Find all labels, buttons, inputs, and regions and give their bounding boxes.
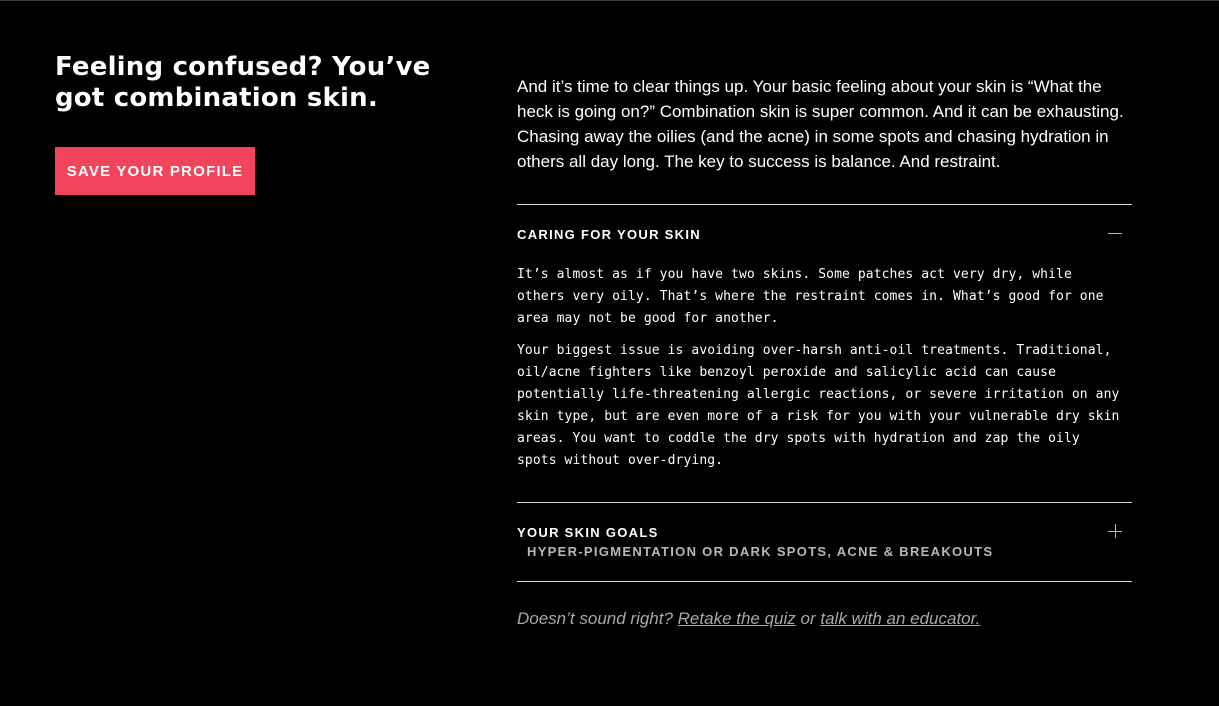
plus-icon[interactable] <box>1108 524 1122 538</box>
talk-with-educator-link[interactable]: talk with an educator. <box>820 609 981 628</box>
accordion-body-caring <box>517 264 1127 482</box>
page-title: Feeling confused? You’ve got combination skin. <box>55 52 431 113</box>
retake-prompt-connector: or <box>795 609 821 628</box>
skin-goals-summary: HYPER-PIGMENTATION OR DARK SPOTS, ACNE & BREAKOUTS <box>527 544 994 559</box>
retake-prompt <box>517 609 1132 629</box>
top-border <box>0 0 1219 1</box>
minus-icon[interactable] <box>1108 226 1122 240</box>
caring-paragraph-2: Your biggest issue is avoiding over-harsh anti-oil treatments. Traditional, oil/acne fighters like benzoyl peroxide and salicylic acid can cause potentially life-threatening allergic reactions, or severe irritation on any skin type, but are even more of a risk for you with your vulnerable dry skin areas. You want to coddle the dry spots with hydration and zap the oily spots without over-drying. <box>517 343 1120 468</box>
accordion-caring-for-your-skin <box>517 205 1132 502</box>
accordion-title-goals[interactable]: YOUR SKIN GOALS <box>517 525 659 540</box>
retake-quiz-link[interactable]: Retake the quiz <box>677 609 796 628</box>
skin-results <box>517 74 1132 629</box>
section-divider <box>517 581 1132 582</box>
retake-prompt-prefix: Doesn’t sound right? <box>517 609 678 628</box>
accordion-title-caring[interactable]: CARING FOR YOUR SKIN <box>517 227 701 242</box>
caring-paragraph-1: It’s almost as if you have two skins. Some patches act very dry, while others very oily. That’s where the restraint comes in. What’s good for one area may not be good for another. <box>517 267 1104 326</box>
profile-hero <box>55 52 485 195</box>
accordion-your-skin-goals <box>517 503 1132 581</box>
intro-text: And it’s time to clear things up. Your basic feeling about your skin is “What the heck is going on?” Combination skin is super common. And it can be exhausting. Chasing away the oilies (and the acne) in some spots and chasing hydration in others all day long. The key to success is balance. And restraint. <box>517 77 1124 171</box>
save-profile-button[interactable]: SAVE YOUR PROFILE <box>55 147 255 195</box>
